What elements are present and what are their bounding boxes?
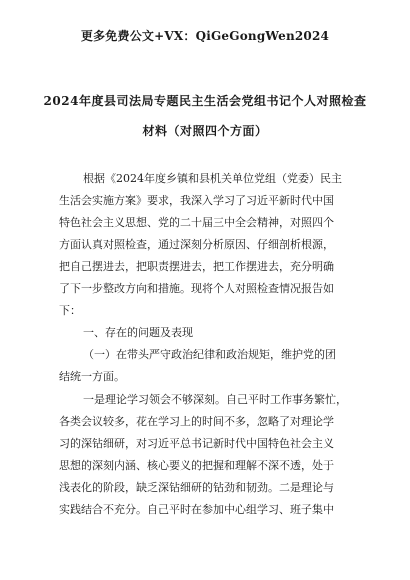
document-title-line-2: 材料（对照四个方面） — [142, 124, 268, 138]
body-line: 了下一步整改方向和措施。现将个人对照检查情况报告如 — [59, 282, 334, 295]
body-line: 习的深钻细研，对习近平总书记新时代中国特色社会主义 — [59, 437, 334, 450]
subsection-heading: （一）在带头严守政治纪律和政治规矩，维护党的团 — [83, 348, 336, 361]
body-line: 实践结合不充分。自己平时在参加中心组学习、班子集中 — [59, 503, 334, 516]
document-title-line-1: 2024年度县司法局专题民主生活会党组书记个人对照检查 — [43, 94, 367, 108]
body-line: 浅表化的阶段，缺乏深钻细研的钻劲和韧劲。二是理论与 — [59, 481, 334, 494]
section-heading: 一、存在的问题及表现 — [83, 326, 193, 339]
body-line: 把自己摆进去，把职责摆进去，把工作摆进去，充分明确 — [59, 260, 334, 273]
promo-header: 更多免费公文+VX：QiGeGongWen2024 — [80, 29, 330, 43]
body-line: 一是理论学习领会不够深刻。自己平时工作事务繁忙， — [83, 393, 347, 406]
body-line: 根据《2024年度乡镇和县机关单位党组（党委）民主 — [83, 172, 342, 185]
body-line: 各类会议较多，花在学习上的时间不多，忽略了对理论学 — [59, 415, 334, 428]
body-line: 下： — [59, 304, 81, 317]
body-line: 特色社会主义思想、党的二十届三中全会精神，对照四个 — [59, 216, 334, 229]
body-line: 生活会实施方案》要求，我深入学习了习近平新时代中国 — [59, 194, 334, 207]
body-line: 思想的深刻内涵、核心要义的把握和理解不深不透，处于 — [59, 459, 334, 472]
body-line: 结统一方面。 — [59, 370, 125, 383]
body-line: 方面认真对照检查，通过深刻分析原因、仔细剖析根源， — [59, 238, 334, 251]
